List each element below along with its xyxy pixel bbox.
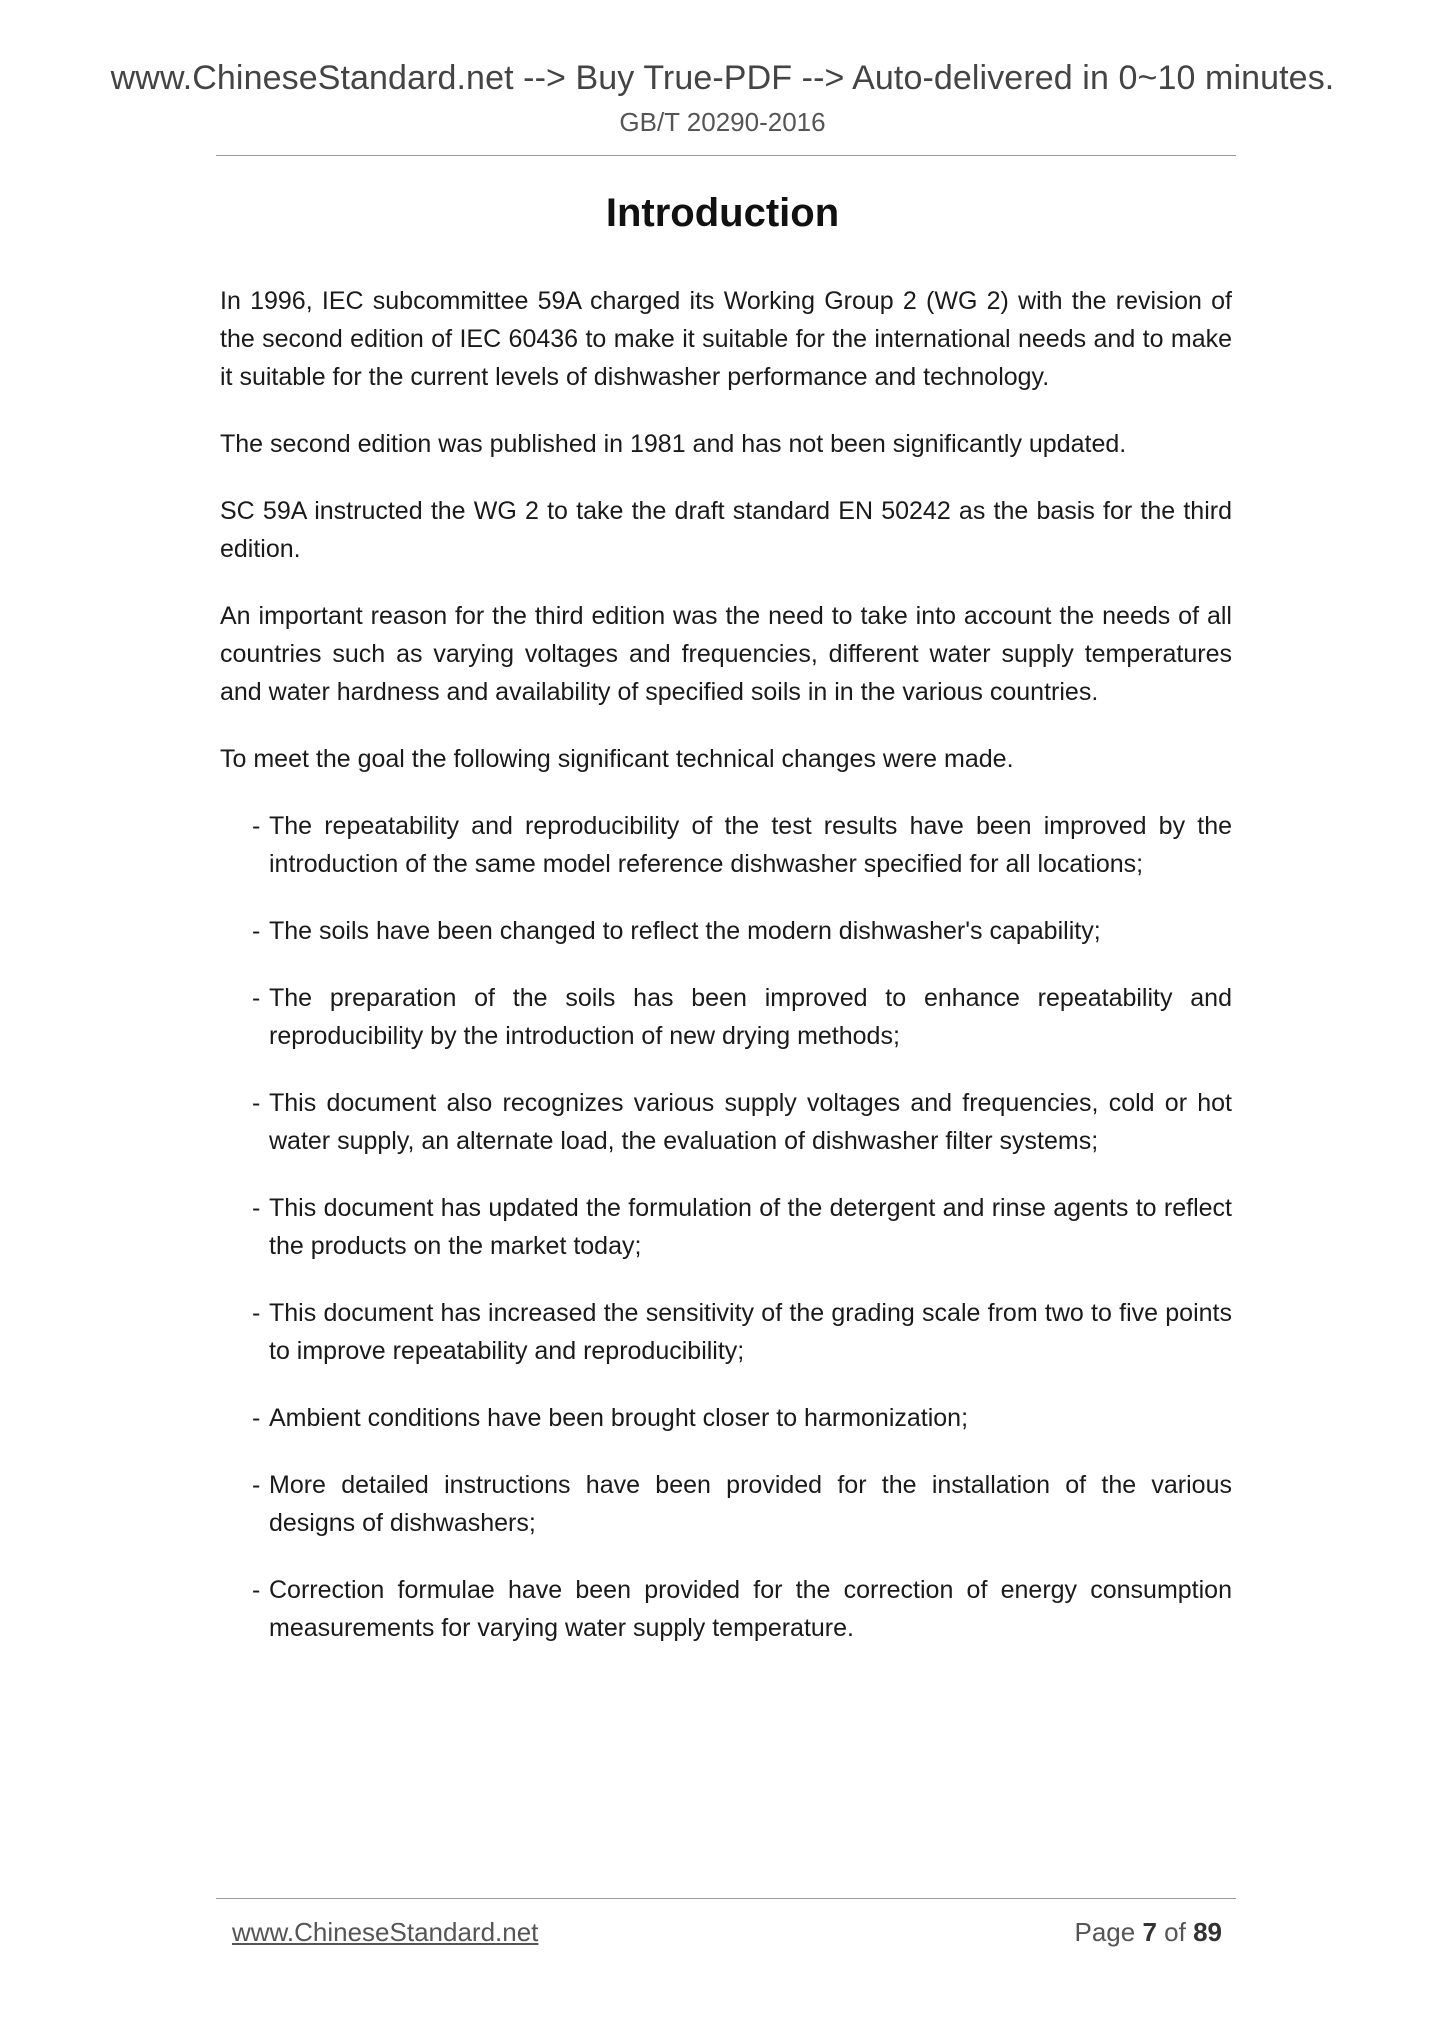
bullet-marker: - [252, 1471, 261, 1499]
paragraph-second-edition: The second edition was published in 1981 and has not been significantly updated. [220, 430, 1127, 458]
page-prefix: Page [1074, 1917, 1136, 1947]
list-item-text: The repeatability and reproducibility of the test results have been improved by the introduction of the same model reference dishwasher specified for all locations; [269, 812, 1232, 878]
list-item [252, 979, 1232, 1055]
changes-list [220, 807, 1232, 1647]
list-item [252, 1466, 1232, 1542]
bullet-marker: - [252, 1194, 261, 1222]
list-item [252, 807, 1232, 883]
bullet-marker: - [252, 917, 261, 945]
page-title: Introduction [605, 191, 840, 235]
page-number [1074, 1914, 1222, 1950]
list-item-text: The soils have been changed to reflect the modern dishwasher's capability; [269, 917, 1101, 945]
document-body [220, 282, 1232, 1676]
header-banner: www.ChineseStandard.net --> Buy True-PDF --> Auto-delivered in 0~10 minutes. [110, 59, 1335, 97]
list-item-text: This document has increased the sensitivity of the grading scale from two to five points to improve repeatability and reproducibility; [269, 1299, 1232, 1365]
list-item [252, 1084, 1232, 1160]
list-item-text: This document has updated the formulation of the detergent and rinse agents to reflect the products on the market today; [269, 1194, 1232, 1260]
bullet-marker: - [252, 1089, 261, 1117]
bullet-marker: - [252, 1404, 261, 1432]
list-item-text: More detailed instructions have been provided for the installation of the various designs of dishwashers; [269, 1471, 1232, 1537]
list-item-text: This document also recognizes various supply voltages and frequencies, cold or hot water supply, an alternate load, the evaluation of dishwasher filter systems; [269, 1089, 1232, 1155]
list-item [252, 1399, 1232, 1437]
bullet-marker: - [252, 1299, 261, 1327]
page-header [0, 56, 1445, 140]
page-of: of [1164, 1917, 1186, 1947]
page-current: 7 [1142, 1917, 1157, 1947]
list-item-text: The preparation of the soils has been improved to enhance repeatability and reproducibility by the introduction of new drying methods; [269, 984, 1232, 1050]
paragraph-intro: In 1996, IEC subcommittee 59A charged its Working Group 2 (WG 2) with the revision of the second edition of IEC 60436 to make it suitable for the international needs and to make it suitable for the current levels of dishwasher performance and technology. [220, 287, 1232, 391]
header-divider [216, 155, 1236, 156]
paragraph-reason: An important reason for the third edition was the need to take into account the needs of all countries such as varying voltages and frequencies, different water supply temperatures and water hardness and availability of specified soils in in the various countries. [220, 602, 1232, 706]
standard-code: GB/T 20290-2016 [619, 107, 826, 137]
list-item [252, 1294, 1232, 1370]
paragraph-goal: To meet the goal the following significant technical changes were made. [220, 745, 1014, 773]
bullet-marker: - [252, 812, 261, 840]
footer-divider [216, 1898, 1236, 1899]
bullet-marker: - [252, 984, 261, 1012]
page-footer [232, 1914, 1222, 1950]
list-item [252, 1189, 1232, 1265]
page-total: 89 [1193, 1917, 1222, 1947]
list-item [252, 912, 1232, 950]
paragraph-sc59a: SC 59A instructed the WG 2 to take the draft standard EN 50242 as the basis for the third edition. [220, 497, 1232, 563]
list-item-text: Correction formulae have been provided for the correction of energy consumption measurements for varying water supply temperature. [269, 1576, 1232, 1642]
list-item-text: Ambient conditions have been brought closer to harmonization; [269, 1404, 969, 1432]
list-item [252, 1571, 1232, 1647]
footer-website-link[interactable]: www.ChineseStandard.net [232, 1917, 539, 1947]
bullet-marker: - [252, 1576, 261, 1604]
